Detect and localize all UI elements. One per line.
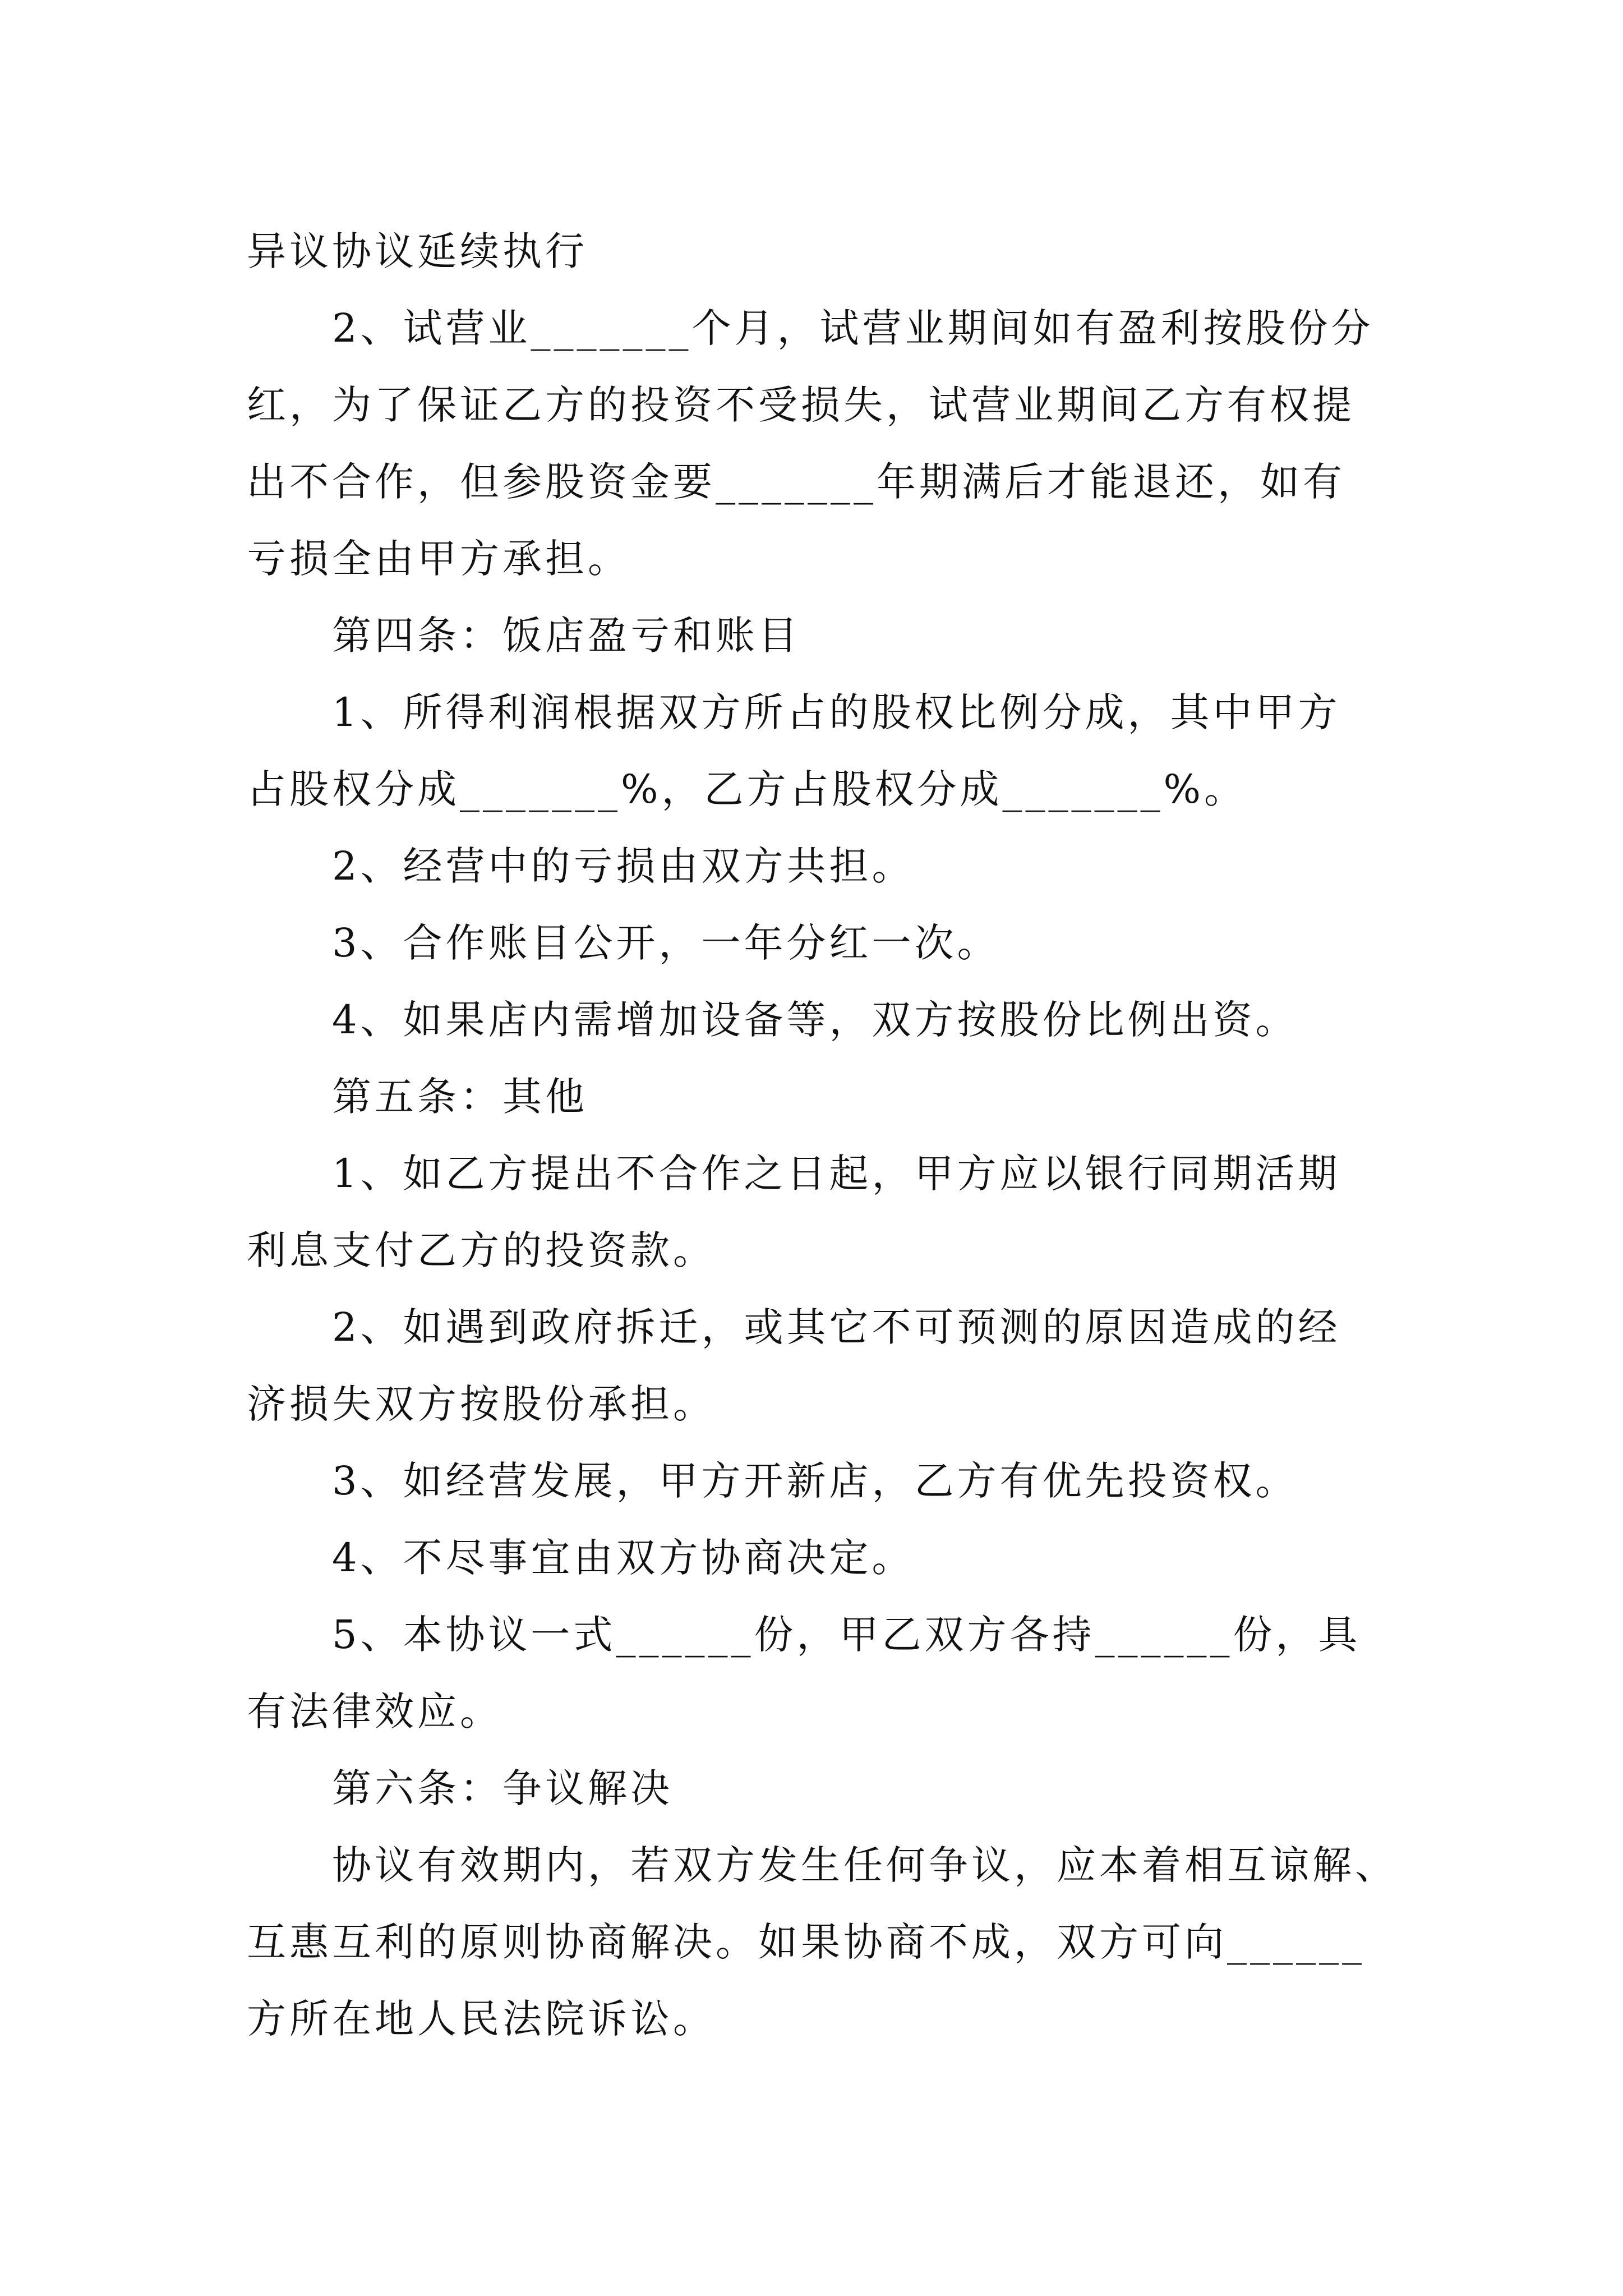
text-line: 有法律效应。 [247,1688,502,1734]
text-line: 5、本协议一式______份，甲乙双方各持______份，具 [332,1612,1361,1658]
text-line: 1、如乙方提出不合作之日起，甲方应以银行同期活期 [332,1151,1341,1197]
paragraph-demolition [247,1289,1385,1443]
text-line: 3、如经营发展，甲方开新店，乙方有优先投资权。 [332,1458,1298,1504]
paragraph-unresolved-matters [247,1520,1385,1596]
paragraph-trial-operation [247,290,1385,597]
text-line: 出不合作，但参股资金要_______年期满后才能退还，如有 [247,459,1345,505]
text-line: 互惠互利的原则协商解决。如果协商不成，双方可向______ [247,1919,1365,1965]
text-line: 红，为了保证乙方的投资不受损失，试营业期间乙方有权提 [247,382,1355,428]
text-line: 3、合作账目公开，一年分红一次。 [332,920,1000,966]
text-line: 占股权分成_______%，乙方占股权分成_______%。 [247,766,1247,812]
text-line: 1、所得利润根据双方所占的股权比例分成，其中甲方 [332,689,1341,735]
paragraph-new-store [247,1443,1385,1520]
paragraph-dispute-resolution [247,1827,1398,2058]
text-line: 4、如果店内需增加设备等，双方按股份比例出资。 [332,997,1298,1043]
text-line: 2、经营中的亏损由双方共担。 [332,843,915,889]
document-body [247,213,1398,2058]
paragraph-continuation [247,213,1385,290]
text-line: 第五条：其他 [332,1074,588,1120]
text-line: 2、试营业_______个月，试营业期间如有盈利按股份分 [332,305,1374,351]
text-line: 方所在地人民法院诉讼。 [247,1996,716,2042]
text-line: 第六条：争议解决 [332,1765,673,1811]
text-line: 第四条：饭店盈亏和账目 [332,613,801,659]
section-heading-article-4 [247,597,1385,674]
text-line: 利息支付乙方的投资款。 [247,1227,716,1273]
section-heading-article-6 [247,1750,1385,1827]
section-heading-article-5 [247,1059,1385,1135]
text-line: 异议协议延续执行 [247,228,588,274]
paragraph-copies [247,1596,1385,1750]
paragraph-withdrawal [247,1135,1385,1289]
text-line: 2、如遇到政府拆迁，或其它不可预测的原因造成的经 [332,1304,1341,1350]
paragraph-profit-share [247,674,1385,828]
paragraph-loss-share [247,828,1385,905]
text-line: 4、不尽事宜由双方协商决定。 [332,1535,915,1581]
text-line: 亏损全由甲方承担。 [247,536,630,582]
text-line: 济损失双方按股份承担。 [247,1381,716,1427]
text-line: 协议有效期内，若双方发生任何争议，应本着相互谅解、 [332,1842,1398,1888]
paragraph-equipment [247,982,1385,1059]
paragraph-open-accounts [247,905,1385,982]
